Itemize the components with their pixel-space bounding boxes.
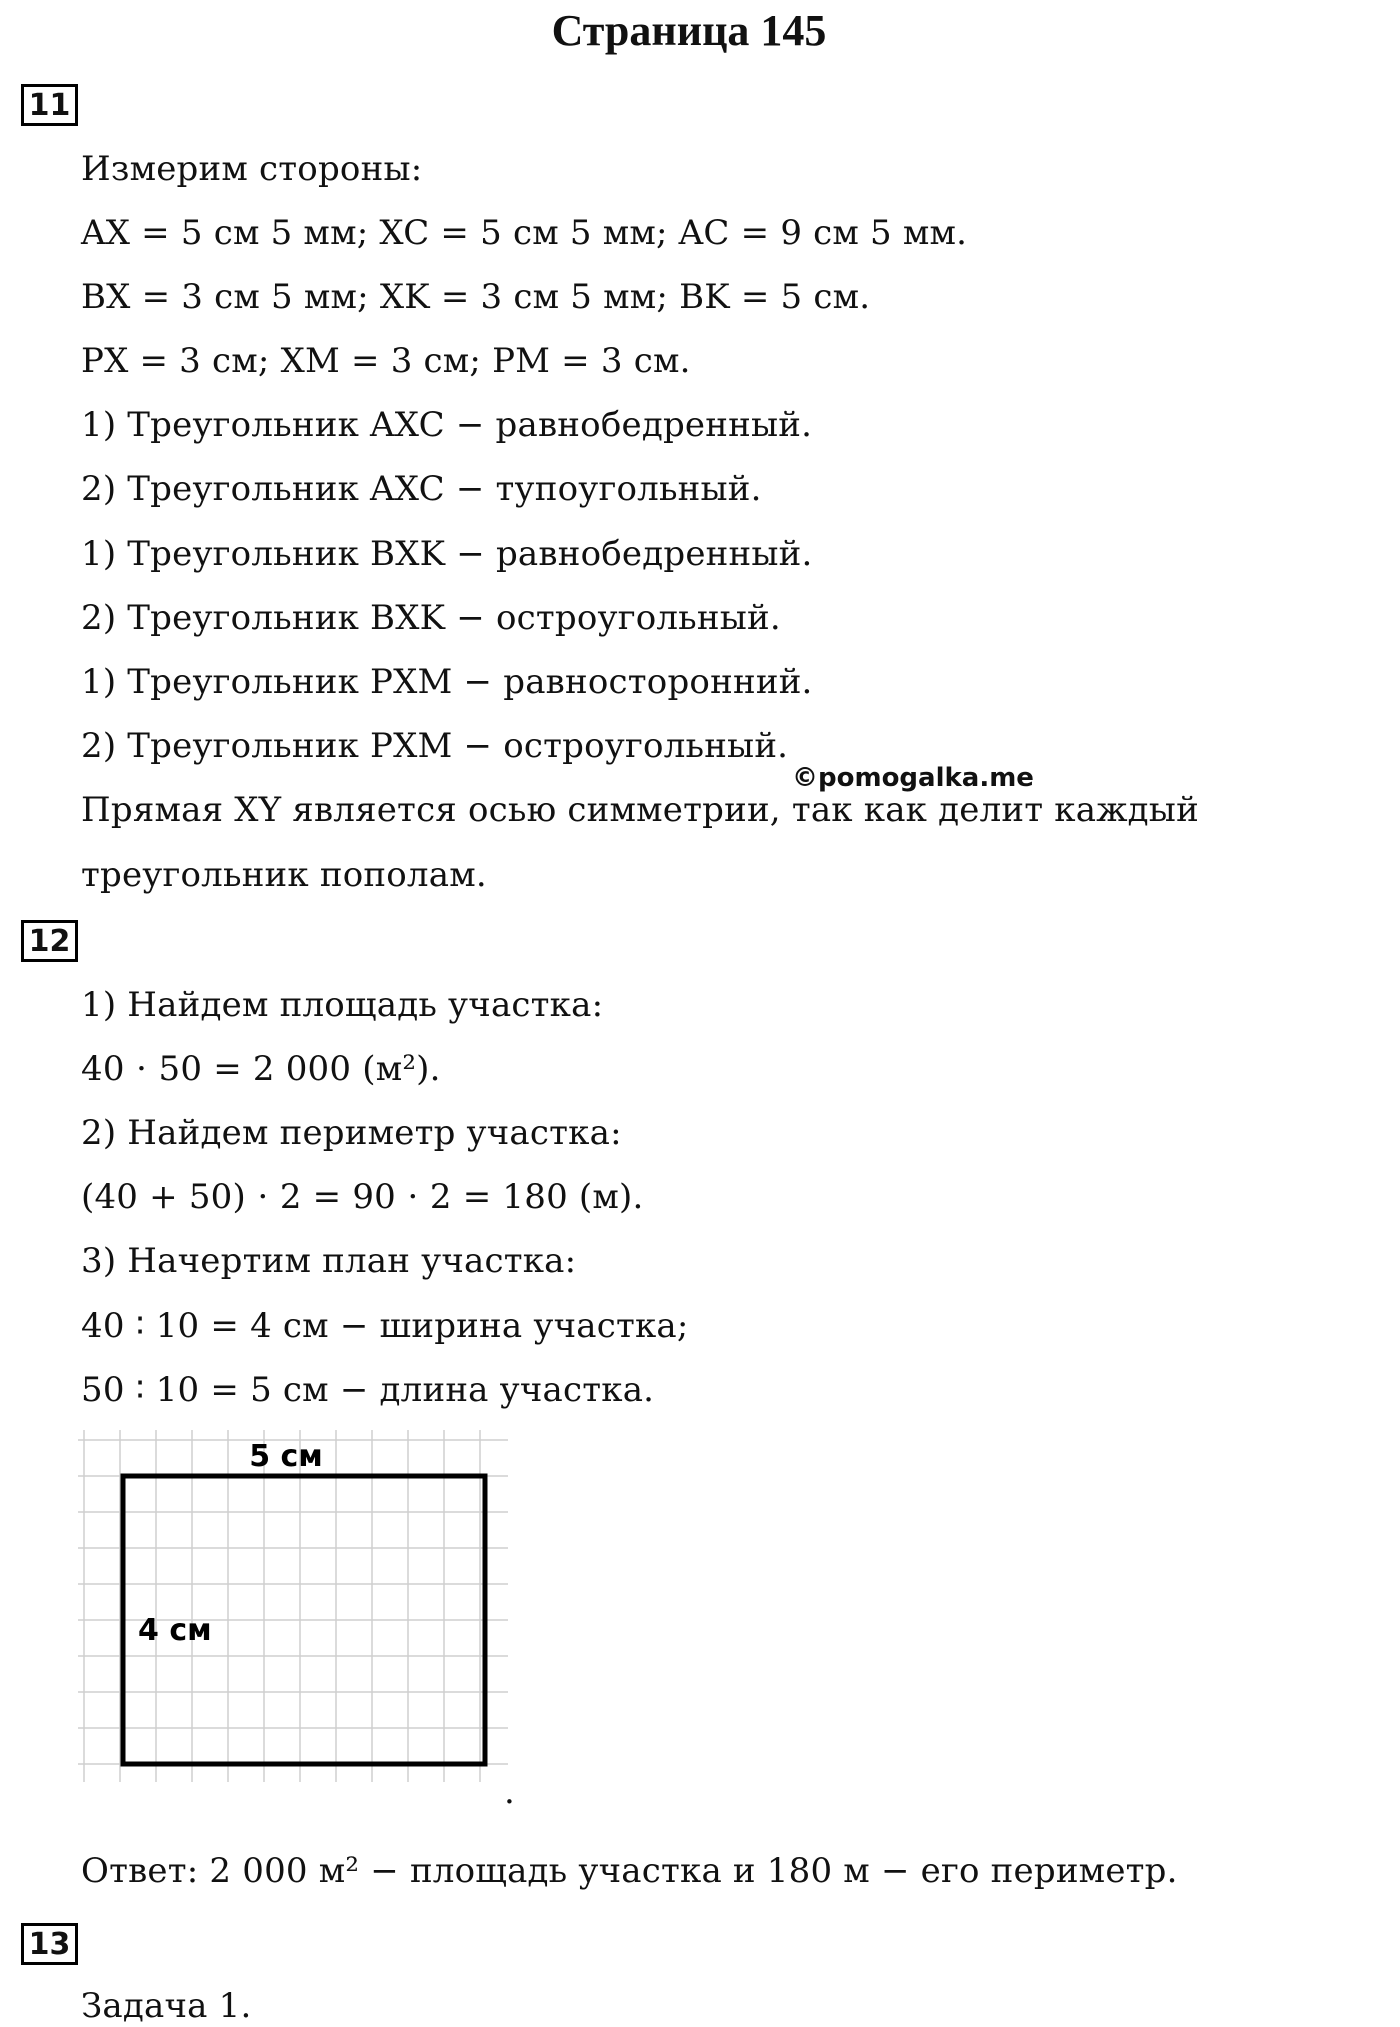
task-11-line: AX = 5 см 5 мм; XC = 5 см 5 мм; AC = 9 см 5 мм. — [81, 213, 968, 253]
task-11-line: 1) Треугольник AXC − равнобедренный. — [81, 405, 813, 445]
task-number-12: 12 — [21, 920, 78, 962]
trailing-dot: . — [504, 1772, 515, 1812]
task-number-13: 13 — [21, 1923, 78, 1965]
task-11-line: Измерим стороны: — [81, 149, 423, 189]
task-12-answer: Ответ: 2 000 м² − площадь участка и 180 м − его периметр. — [81, 1851, 1178, 1891]
task-13-line: Задача 1. — [81, 1986, 252, 2026]
task-11-line: 1) Треугольник BXK − равнобедренный. — [81, 534, 813, 574]
task-11-line: PX = 3 см; XM = 3 см; PM = 3 см. — [81, 341, 691, 381]
task-11-line: 2) Треугольник AXC − тупоугольный. — [81, 469, 762, 509]
grid — [78, 1430, 508, 1782]
task-11-line: BX = 3 см 5 мм; XK = 3 см 5 мм; BK = 5 см. — [81, 277, 871, 317]
task-11-line: 2) Треугольник PXM − остроугольный. — [81, 726, 789, 766]
plot-width-label: 5 см — [249, 1439, 323, 1474]
task-12-line: 40 ⋅ 50 = 2 000 (м²). — [81, 1049, 441, 1089]
task-12-line: 1) Найдем площадь участка: — [81, 985, 604, 1025]
task-11-line: 2) Треугольник BXK − остроугольный. — [81, 598, 781, 638]
watermark: ©pomogalka.me — [792, 763, 1034, 793]
task-12-line: 50 ∶ 10 = 5 см − длина участка. — [81, 1370, 655, 1410]
task-number-11: 11 — [21, 84, 78, 126]
task-12-line: 40 ∶ 10 = 4 см − ширина участка; — [81, 1306, 689, 1346]
task-11-line: Прямая XY является осью симметрии, так как делит каждый — [81, 790, 1199, 830]
task-12-line: 2) Найдем периметр участка: — [81, 1113, 622, 1153]
task-11-line: треугольник пополам. — [81, 855, 487, 895]
plot-height-label: 4 см — [138, 1613, 212, 1648]
task-12-line: 3) Начертим план участка: — [81, 1241, 577, 1281]
task-11-line: 1) Треугольник PXM − равносторонний. — [81, 662, 813, 702]
task-12-line: (40 + 50) ⋅ 2 = 90 ⋅ 2 = 180 (м). — [81, 1177, 644, 1217]
plot-plan-drawing — [78, 1430, 508, 1790]
page-title: Страница 145 — [551, 6, 827, 55]
